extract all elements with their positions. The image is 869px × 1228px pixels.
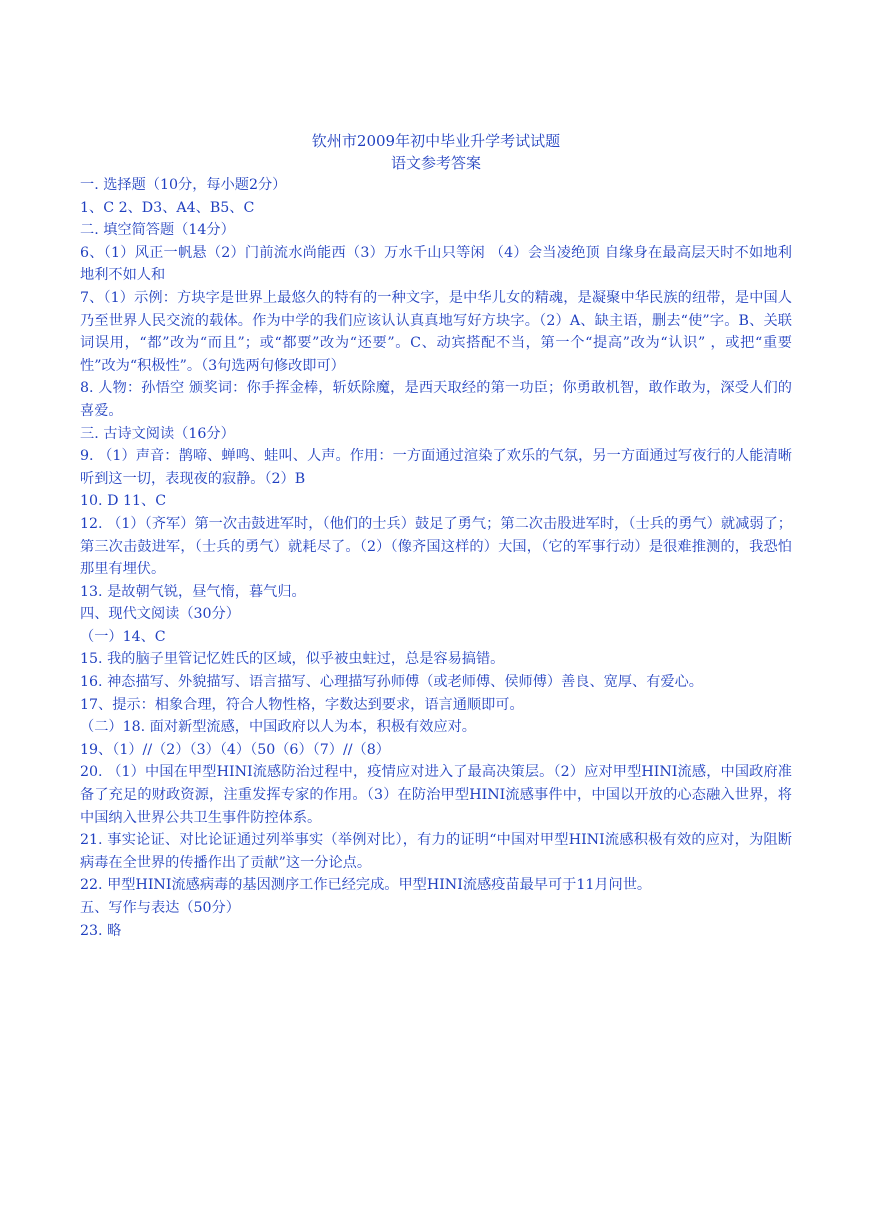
section-heading-choice: 一. 选择题（10分，每小题2分） xyxy=(80,177,287,193)
answer-20: 20. （1）中国在甲型HINI流感防治过程中，疫情应对进入了最高决策层。（2）应对甲型HINI流感，中国政府准备了充足的财政资源，注重发挥专家的作用。（3）在防治甲型HINI流感事件中，中国以开放的心态融入世界，将中国纳入世界公共卫生事件防控体系。 xyxy=(80,764,792,826)
answer-7: 7、（1）示例：方块字是世界上最悠久的特有的一种文字，是中华儿女的精魂，是凝聚中华民族的纽带，是中国人乃至世界人民交流的载体。作为中学的我们应该认认真真地写好方块字。（2）A、缺主语，删去“使”字。B、关联词误用，“都”改为“而且”；或“都要”改为“还要”。C、动宾搭配不当，第一个“提高”改为“认识” ，或把“重要性”改为“积极性”。（3句选两句修改即可） xyxy=(80,289,792,374)
answer-document xyxy=(80,130,792,942)
answer-22: 22. 甲型HINI流感病毒的基因测序工作已经完成。甲型HINI流感疫苗最早可于11月问世。 xyxy=(80,877,652,894)
section-heading-classical: 三. 古诗文阅读（16分） xyxy=(80,425,235,442)
answer-15: 15. 我的脑子里管记忆姓氏的区域，似乎被虫蛀过，总是容易搞错。 xyxy=(80,651,505,668)
answer-23: 23. 略 xyxy=(80,922,122,939)
answer-10-11: 10. D 11、C xyxy=(80,493,167,510)
section-heading-modern: 四、现代文阅读（30分） xyxy=(80,606,240,623)
section-heading-writing: 五、写作与表达（50分） xyxy=(80,900,240,916)
document-title: 钦州市2009年初中毕业升学考试试题 xyxy=(311,132,561,150)
answer-14: （一）14、C xyxy=(80,628,166,645)
answer-18: （二）18. 面对新型流感，中国政府以人为本，积极有效应对。 xyxy=(80,719,476,736)
answer-13: 13. 是故朝气锐，昼气惰，暮气归。 xyxy=(80,583,306,600)
answer-9: 9. （1）声音：鹊啼、蝉鸣、蛙叫、人声。作用：一方面通过渲染了欢乐的气氛，另一方面通过写夜行的人能清晰听到这一切，表现夜的寂静。（2）B xyxy=(80,448,792,487)
answer-17: 17、提示：相象合理，符合人物性格，字数达到要求，语言通顺即可。 xyxy=(80,696,524,713)
answer-12: 12. （1）（齐军）第一次击鼓进军时，（他们的士兵）鼓足了勇气；第二次击股进军时，（士兵的勇气）就减弱了；第三次击鼓进军，（士兵的勇气）就耗尽了。（2）（像齐国这样的）大国，（它的军事行动）是很难推测的，我恐怕那里有埋伏。 xyxy=(80,515,792,578)
answer-6: 6、（1）风正一帆悬（2）门前流水尚能西（3）万水千山只等闲 （4）会当凌绝顶 自缘身在最高层天时不如地利地利不如人和 xyxy=(80,244,792,284)
answer-19: 19、（1）//（2）（3）（4）（50（6）（7）//（8） xyxy=(80,741,390,758)
document-subtitle: 语文参考答案 xyxy=(390,154,481,172)
answer-8: 8. 人物：孙悟空 颁奖词：你手挥金棒，斩妖除魔，是西天取经的第一功臣；你勇敢机智，敢作敢为，深受人们的喜爱。 xyxy=(80,380,792,419)
answer-21: 21. 事实论证、对比论证通过列举事实（举例对比），有力的证明“中国对甲型HINI流感积极有效的应对，为阻断病毒在全世界的传播作出了贡献”这一分论点。 xyxy=(80,832,792,871)
document-body xyxy=(80,174,792,942)
answer-1-5: 1、C 2、D3、A4、B5、C xyxy=(80,199,255,216)
section-heading-fill: 二. 填空简答题（14分） xyxy=(80,222,235,239)
answer-16: 16. 神态描写、外貌描写、语言描写、心理描写孙师傅（或老师傅、侯师傅）善良、宽厚、有爱心。 xyxy=(80,674,703,691)
